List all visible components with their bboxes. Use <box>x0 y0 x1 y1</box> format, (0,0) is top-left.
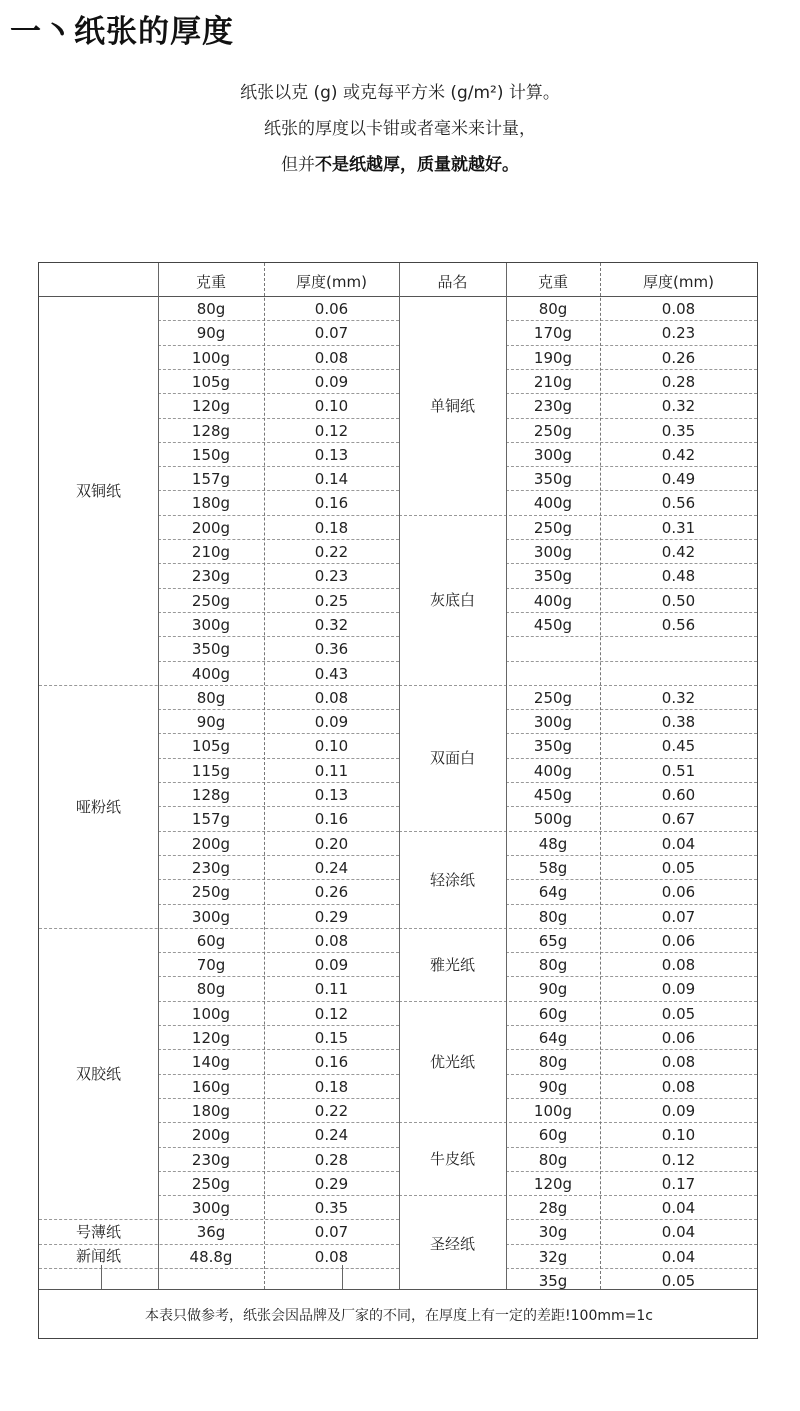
weight-cell: 230g <box>191 567 231 586</box>
row-divider <box>158 369 399 370</box>
thickness-cell: 0.06 <box>314 300 349 318</box>
footer-divider <box>39 1289 757 1290</box>
row-divider <box>158 490 399 491</box>
weight-cell: 120g <box>533 1174 573 1193</box>
weight-cell: 160g <box>191 1077 231 1096</box>
thickness-cell: 0.18 <box>314 1077 349 1096</box>
thickness-cell: 0.07 <box>661 907 696 926</box>
thickness-cell: 0.45 <box>661 737 696 756</box>
row-divider <box>158 976 399 977</box>
thickness-cell: 0.08 <box>314 688 349 707</box>
weight-cell: 250g <box>191 883 231 902</box>
row-divider <box>158 904 399 905</box>
thickness-cell: 0.13 <box>314 445 349 464</box>
weight-cell: 300g <box>533 445 573 464</box>
row-divider <box>506 1049 757 1050</box>
weight-cell: 350g <box>191 640 231 659</box>
category-name: 双铜纸 <box>75 481 121 500</box>
thickness-cell: 0.08 <box>661 300 696 318</box>
weight-cell: 250g <box>533 421 573 440</box>
category-name: 号薄纸 <box>75 1223 121 1242</box>
weight-cell: 128g <box>191 786 231 804</box>
thickness-cell: 0.05 <box>661 1004 696 1023</box>
weight-cell: 230g <box>533 397 573 416</box>
weight-cell: 150g <box>191 445 231 464</box>
weight-cell: 350g <box>533 567 573 586</box>
thickness-cell: 0.20 <box>314 834 349 853</box>
row-divider <box>158 1147 399 1148</box>
weight-cell: 400g <box>533 591 573 610</box>
thickness-cell: 0.35 <box>661 421 696 440</box>
thickness-cell: 0.24 <box>314 1126 349 1145</box>
row-divider <box>158 466 399 467</box>
empty-row-tick <box>101 1265 102 1289</box>
thickness-cell: 0.14 <box>314 470 349 489</box>
weight-cell: 80g <box>538 1053 568 1072</box>
thickness-cell: 0.08 <box>661 1077 696 1096</box>
thickness-cell: 0.23 <box>314 567 349 586</box>
thickness-cell: 0.11 <box>314 980 349 999</box>
weight-cell: 100g <box>191 1004 231 1023</box>
row-divider <box>158 1122 399 1123</box>
weight-cell: 300g <box>191 615 231 634</box>
weight-cell <box>506 637 600 661</box>
category-name: 哑粉纸 <box>75 797 121 816</box>
weight-cell: 120g <box>191 1029 231 1047</box>
thickness-cell: 0.32 <box>661 397 696 416</box>
thickness-cell: 0.17 <box>661 1174 696 1193</box>
thickness-cell: 0.18 <box>314 518 349 537</box>
category-left <box>39 685 158 928</box>
weight-cell: 128g <box>191 421 231 440</box>
thickness-cell: 0.32 <box>314 615 349 634</box>
weight-cell: 58g <box>538 858 568 877</box>
weight-cell: 250g <box>533 518 573 537</box>
thickness-cell: 0.12 <box>314 1004 349 1023</box>
thickness-cell: 0.07 <box>314 1223 349 1242</box>
weight-cell: 90g <box>196 324 226 343</box>
row-divider <box>506 588 757 589</box>
thickness-cell: 0.49 <box>661 470 696 489</box>
row-divider <box>506 612 757 613</box>
header-cell: 品名 <box>437 272 468 291</box>
empty-row-tick <box>342 1265 343 1289</box>
weight-cell: 350g <box>533 737 573 756</box>
category-name: 单铜纸 <box>429 396 475 415</box>
thickness-cell: 0.10 <box>661 1126 696 1145</box>
thickness-cell: 0.22 <box>314 543 349 561</box>
row-divider <box>158 320 399 321</box>
weight-cell: 28g <box>538 1199 568 1218</box>
thickness-cell: 0.10 <box>314 397 349 416</box>
thickness-cell <box>600 662 757 686</box>
row-divider <box>158 612 399 613</box>
weight-cell: 100g <box>191 348 231 367</box>
row-divider <box>506 539 757 540</box>
weight-cell: 90g <box>538 1077 568 1096</box>
thickness-cell: 0.10 <box>314 737 349 756</box>
page-title: 一丶纸张的厚度 <box>10 14 234 50</box>
weight-cell: 450g <box>533 615 573 634</box>
weight-cell: 48g <box>538 834 568 853</box>
weight-cell: 210g <box>533 372 573 391</box>
weight-cell: 180g <box>191 1101 231 1120</box>
paper-thickness-table <box>38 262 758 1339</box>
weight-cell: 400g <box>533 761 573 780</box>
row-divider <box>158 1049 399 1050</box>
row-divider <box>158 1074 399 1075</box>
row-divider <box>158 539 399 540</box>
thickness-cell: 0.09 <box>314 372 349 391</box>
thickness-cell <box>600 637 757 661</box>
thickness-cell: 0.12 <box>661 1150 696 1169</box>
thickness-cell: 0.07 <box>314 324 349 343</box>
row-divider <box>158 636 399 637</box>
row-divider <box>158 1098 399 1099</box>
thickness-cell: 0.09 <box>314 956 349 975</box>
row-divider <box>506 466 757 467</box>
category-right <box>399 1195 506 1292</box>
thickness-cell: 0.06 <box>661 931 696 950</box>
category-right <box>399 831 506 928</box>
row-divider <box>158 588 399 589</box>
weight-cell: 36g <box>196 1223 226 1242</box>
thickness-cell: 0.08 <box>314 931 349 950</box>
row-divider <box>506 1074 757 1075</box>
thickness-cell: 0.04 <box>661 1223 696 1242</box>
weight-cell: 250g <box>533 688 573 707</box>
column-divider <box>399 263 400 1289</box>
weight-cell: 80g <box>196 688 226 707</box>
weight-cell: 300g <box>191 907 231 926</box>
row-divider <box>158 855 399 856</box>
category-name: 双胶纸 <box>75 1065 121 1084</box>
weight-cell: 200g <box>191 1126 231 1145</box>
category-left <box>39 296 158 685</box>
weight-cell: 230g <box>191 1150 231 1169</box>
thickness-cell: 0.43 <box>314 664 349 683</box>
thickness-cell: 0.42 <box>661 445 696 464</box>
category-name: 圣经纸 <box>429 1235 475 1254</box>
thickness-cell: 0.48 <box>661 567 696 586</box>
row-divider <box>158 393 399 394</box>
weight-cell: 250g <box>191 1174 231 1193</box>
thickness-cell: 0.13 <box>314 786 349 804</box>
intro-line-2: 纸张的厚度以卡钳或者毫米来计量， <box>264 119 536 139</box>
row-divider <box>506 1219 757 1220</box>
thickness-cell: 0.09 <box>314 713 349 732</box>
weight-cell: 210g <box>191 543 231 561</box>
thickness-cell: 0.56 <box>661 615 696 634</box>
weight-cell: 115g <box>191 761 231 780</box>
row-divider <box>506 879 757 880</box>
row-divider <box>506 733 757 734</box>
row-divider <box>506 661 757 662</box>
header-cell: 克重 <box>195 272 226 291</box>
thickness-cell: 0.16 <box>314 810 349 829</box>
thickness-cell: 0.09 <box>661 1101 696 1120</box>
category-right <box>399 1122 506 1195</box>
category-name: 轻涂纸 <box>429 870 475 889</box>
weight-cell: 80g <box>196 980 226 999</box>
weight-cell: 80g <box>538 907 568 926</box>
header-cell: 厚度(mm) <box>296 272 367 291</box>
row-divider <box>506 490 757 491</box>
weight-cell: 32g <box>538 1247 568 1266</box>
thickness-cell: 0.50 <box>661 591 696 610</box>
thickness-cell: 0.22 <box>314 1101 349 1120</box>
category-right <box>399 1001 506 1123</box>
row-divider <box>506 976 757 977</box>
column-divider <box>506 263 507 1289</box>
intro-line-1: 纸张以克 (g) 或克每平方米 (g/m²) 计算。 <box>240 83 560 103</box>
thickness-cell: 0.08 <box>314 1247 349 1266</box>
weight-cell <box>506 662 600 686</box>
row-divider <box>158 709 399 710</box>
weight-cell: 64g <box>538 883 568 902</box>
row-divider <box>506 1147 757 1148</box>
weight-cell: 80g <box>538 1150 568 1169</box>
category-left <box>39 1244 158 1268</box>
row-divider <box>158 345 399 346</box>
thickness-cell: 0.16 <box>314 494 349 513</box>
row-divider <box>158 661 399 662</box>
row-divider <box>158 442 399 443</box>
thickness-cell: 0.67 <box>661 810 696 829</box>
row-divider <box>158 1025 399 1026</box>
weight-cell: 140g <box>191 1053 231 1072</box>
row-divider <box>158 563 399 564</box>
row-divider <box>158 1195 399 1196</box>
thickness-cell: 0.11 <box>314 761 349 780</box>
thickness-cell: 0.08 <box>661 1053 696 1072</box>
thickness-cell: 0.12 <box>314 421 349 440</box>
thickness-cell: 0.16 <box>314 1053 349 1072</box>
row-divider <box>506 855 757 856</box>
weight-cell: 90g <box>196 713 226 732</box>
thickness-cell: 0.60 <box>661 786 696 804</box>
column-divider <box>264 263 265 1289</box>
weight-cell: 250g <box>191 591 231 610</box>
weight-cell: 70g <box>196 956 226 975</box>
weight-cell: 500g <box>533 810 573 829</box>
category-left <box>39 928 158 1220</box>
thickness-cell: 0.26 <box>661 348 696 367</box>
thickness-cell: 0.23 <box>661 324 696 343</box>
row-divider <box>158 515 399 516</box>
category-right <box>399 928 506 1001</box>
row-divider <box>506 1171 757 1172</box>
weight-cell: 35g <box>538 1272 568 1290</box>
thickness-cell: 0.25 <box>314 591 349 610</box>
weight-cell: 60g <box>196 931 226 950</box>
weight-cell: 100g <box>533 1101 573 1120</box>
row-divider <box>158 1001 399 1002</box>
row-divider <box>506 393 757 394</box>
weight-cell: 120g <box>191 397 231 416</box>
row-divider <box>506 1244 757 1245</box>
column-divider <box>600 263 601 1289</box>
weight-cell: 80g <box>538 300 568 318</box>
weight-cell: 157g <box>191 810 231 829</box>
weight-cell: 65g <box>538 931 568 950</box>
weight-cell: 80g <box>196 300 226 318</box>
weight-cell: 300g <box>191 1199 231 1218</box>
thickness-cell: 0.29 <box>314 907 349 926</box>
thickness-cell: 0.08 <box>314 348 349 367</box>
category-right <box>399 296 506 515</box>
row-divider <box>506 1098 757 1099</box>
weight-cell: 180g <box>191 494 231 513</box>
weight-cell: 157g <box>191 470 231 489</box>
weight-cell: 350g <box>533 470 573 489</box>
thickness-cell: 0.09 <box>661 980 696 999</box>
row-divider <box>158 879 399 880</box>
row-divider <box>506 904 757 905</box>
header-cell: 克重 <box>537 272 568 291</box>
thickness-cell: 0.05 <box>661 1272 696 1290</box>
thickness-cell: 0.28 <box>314 1150 349 1169</box>
row-divider <box>506 1268 757 1269</box>
row-divider <box>158 733 399 734</box>
weight-cell: 230g <box>191 858 231 877</box>
row-divider <box>158 758 399 759</box>
weight-cell: 80g <box>538 956 568 975</box>
thickness-cell: 0.36 <box>314 640 349 659</box>
thickness-cell: 0.05 <box>661 858 696 877</box>
thickness-cell: 0.15 <box>314 1029 349 1047</box>
thickness-cell: 0.06 <box>661 1029 696 1047</box>
row-divider <box>158 806 399 807</box>
row-divider <box>506 418 757 419</box>
category-name: 双面白 <box>429 749 475 768</box>
row-divider <box>506 758 757 759</box>
category-left <box>39 1219 158 1243</box>
category-name: 优光纸 <box>429 1052 475 1071</box>
thickness-cell: 0.06 <box>661 883 696 902</box>
row-divider <box>506 636 757 637</box>
weight-cell: 200g <box>191 518 231 537</box>
weight-cell: 400g <box>191 664 231 683</box>
header-cell: 厚度(mm) <box>643 272 714 291</box>
row-divider <box>506 709 757 710</box>
category-name: 牛皮纸 <box>429 1150 475 1169</box>
thickness-cell: 0.04 <box>661 1247 696 1266</box>
thickness-cell: 0.28 <box>661 372 696 391</box>
thickness-cell: 0.51 <box>661 761 696 780</box>
row-divider <box>158 831 399 832</box>
row-divider <box>158 952 399 953</box>
footnote: 本表只做参考，纸张会因品牌及厂家的不同，在厚度上有一定的差距!100mm=1c <box>145 1308 653 1324</box>
row-divider <box>158 1171 399 1172</box>
weight-cell: 400g <box>533 494 573 513</box>
thickness-cell: 0.24 <box>314 858 349 877</box>
weight-cell: 60g <box>538 1004 568 1023</box>
category-right <box>399 515 506 685</box>
category-right <box>399 685 506 831</box>
column-divider <box>158 263 159 1289</box>
weight-cell: 200g <box>191 834 231 853</box>
row-divider <box>506 320 757 321</box>
thickness-cell: 0.08 <box>661 956 696 975</box>
thickness-cell: 0.26 <box>314 883 349 902</box>
thickness-cell: 0.32 <box>661 688 696 707</box>
weight-cell: 30g <box>538 1223 568 1242</box>
intro-line-3 <box>0 150 800 175</box>
weight-cell: 300g <box>533 713 573 732</box>
weight-cell: 105g <box>191 372 231 391</box>
thickness-cell: 0.04 <box>661 834 696 853</box>
row-divider <box>506 369 757 370</box>
weight-cell: 190g <box>533 348 573 367</box>
row-divider <box>506 1025 757 1026</box>
thickness-cell: 0.56 <box>661 494 696 513</box>
row-divider <box>506 782 757 783</box>
weight-cell: 300g <box>533 543 573 561</box>
weight-cell: 450g <box>533 786 573 804</box>
intro-line-3-bold: 不是纸越厚，质量就越好。 <box>315 155 519 175</box>
weight-cell: 60g <box>538 1126 568 1145</box>
weight-cell: 105g <box>191 737 231 756</box>
row-divider <box>158 782 399 783</box>
row-divider <box>506 442 757 443</box>
category-name: 雅光纸 <box>429 955 475 974</box>
row-divider <box>506 952 757 953</box>
weight-cell: 64g <box>538 1029 568 1047</box>
weight-cell: 48.8g <box>189 1247 233 1266</box>
category-name: 新闻纸 <box>75 1247 121 1266</box>
intro-line-3-normal: 但并 <box>281 155 315 175</box>
row-divider <box>506 345 757 346</box>
thickness-cell: 0.38 <box>661 713 696 732</box>
thickness-cell: 0.04 <box>661 1199 696 1218</box>
thickness-cell: 0.35 <box>314 1199 349 1218</box>
row-divider <box>506 806 757 807</box>
row-divider <box>158 418 399 419</box>
weight-cell: 170g <box>533 324 573 343</box>
thickness-cell: 0.42 <box>661 543 696 561</box>
thickness-cell: 0.29 <box>314 1174 349 1193</box>
category-name: 灰底白 <box>429 591 475 610</box>
thickness-cell: 0.31 <box>661 518 696 537</box>
weight-cell: 90g <box>538 980 568 999</box>
row-divider <box>39 1268 399 1269</box>
row-divider <box>506 563 757 564</box>
